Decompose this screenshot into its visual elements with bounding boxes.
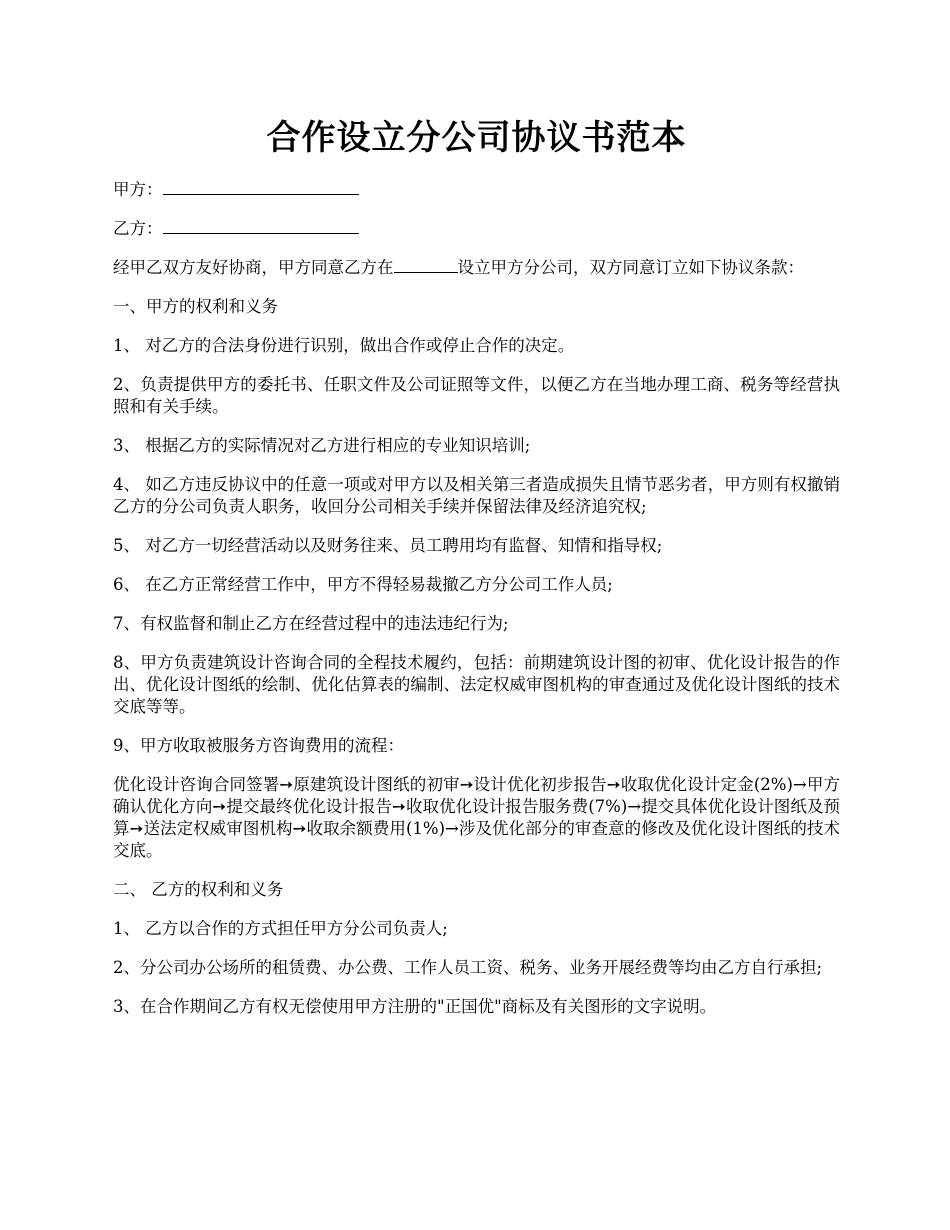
- clause-a-1: 1、 对乙方的合法身份进行识别，做出合作或停止合作的决定。: [113, 336, 575, 355]
- clause-a-9: 9、甲方收取被服务方咨询费用的流程：: [113, 736, 404, 755]
- clause-b-1: 1、 乙方以合作的方式担任甲方分公司负责人;: [113, 919, 448, 938]
- clause-a-2: 2、负责提供甲方的委托书、任职文件及公司证照等文件，以便乙方在当地办理工商、税务等经营执照和有关手续。: [113, 375, 840, 416]
- party-b-line: [113, 218, 840, 240]
- clause-a-8: 8、甲方负责建筑设计咨询合同的全程技术履约，包括：前期建筑设计图的初审、优化设计报告的作出、优化设计图纸的绘制、优化估算表的编制、法定权威审图机构的审查通过及优化设计图纸的技术交底等等。: [113, 653, 840, 716]
- section-heading-party-b: 二、 乙方的权利和义务: [113, 880, 284, 899]
- intro-before: 经甲乙双方友好协商，甲方同意乙方在: [113, 258, 394, 277]
- document-body: [113, 179, 840, 1018]
- clause-a-5: 5、 对乙方一切经营活动以及财务往来、员工聘用均有监督、知情和指导权;: [113, 536, 663, 555]
- clause-a-6: 6、 在乙方正常经营工作中，甲方不得轻易裁撤乙方分公司工作人员;: [113, 575, 613, 594]
- section-heading-party-a: 一、甲方的权利和义务: [113, 297, 278, 316]
- document-title: 合作设立分公司协议书范本: [266, 118, 687, 158]
- location-blank: [394, 257, 458, 273]
- party-a-line: [113, 179, 840, 201]
- clause-a-7: 7、有权监督和制止乙方在经营过程中的违法违纪行为;: [113, 614, 509, 633]
- clause-a-3: 3、 根据乙方的实际情况对乙方进行相应的专业知识培训;: [113, 436, 531, 455]
- clause-b-2: 2、分公司办公场所的租赁费、办公费、工作人员工资、税务、业务开展经费等均由乙方自行承担;: [113, 958, 823, 977]
- clause-b-3: 3、在合作期间乙方有权无偿使用甲方注册的"正国优"商标及有关图形的文字说明。: [113, 997, 717, 1016]
- document-page: [113, 0, 840, 1035]
- party-b-blank: [163, 218, 359, 234]
- intro-after: 设立甲方分公司，双方同意订立如下协议条款：: [457, 258, 804, 277]
- clause-a-4: 4、 如乙方违反协议中的任意一项或对甲方以及相关第三者造成损失且情节恶劣者，甲方则有权撤销乙方的分公司负责人职务，收回分公司相关手续并保留法律及经济追究权;: [113, 475, 840, 516]
- party-a-label: 甲方：: [113, 180, 163, 199]
- intro-paragraph: [113, 257, 840, 279]
- party-a-blank: [163, 179, 359, 195]
- party-b-label: 乙方：: [113, 219, 163, 238]
- fee-process-paragraph: 优化设计咨询合同签署➙原建筑设计图纸的初审➙设计优化初步报告➙收取优化设计定金(2%)→甲方确认优化方向➙提交最终优化设计报告➙收取优化设计报告服务费(7%)→提交具体优化设计图纸及预算➙送法定权威审图机构➙收取余额费用(1%)→涉及优化部分的审查意的修改及优化设计图纸的技术交底。: [113, 775, 840, 860]
